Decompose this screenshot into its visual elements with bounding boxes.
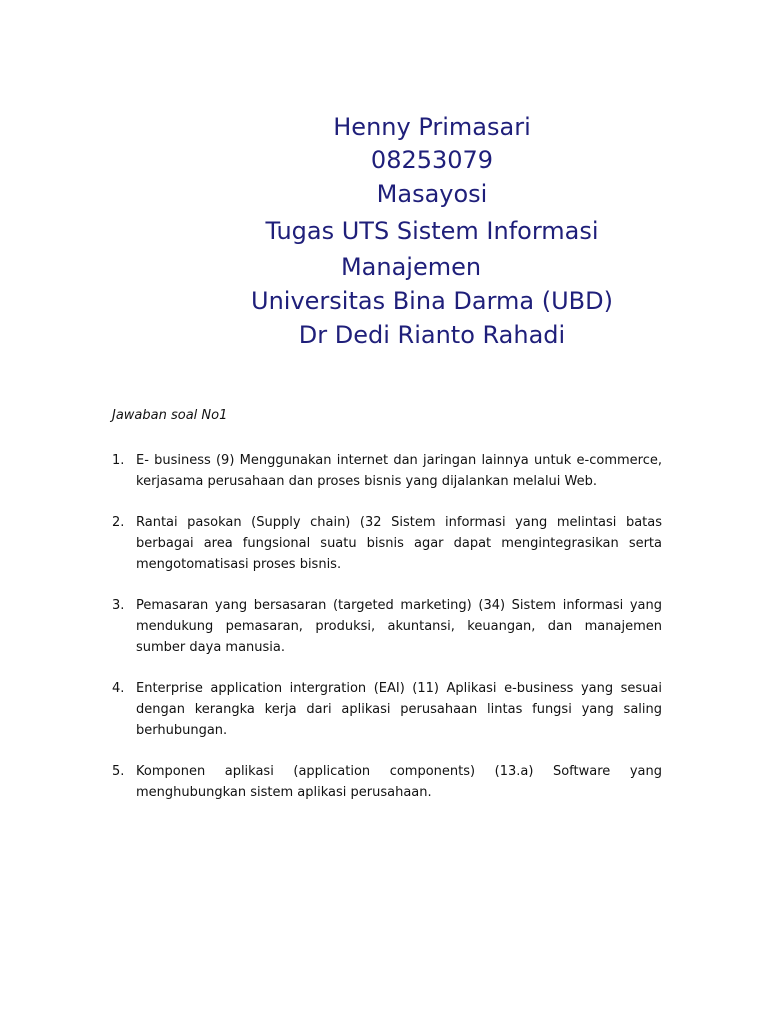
item-text: Enterprise application intergration (EAI) (11) Aplikasi e-business yang sesuai dengan kerangka kerja dari aplikasi perusahaan lintas fungsi yang saling berhubungan. <box>136 681 662 738</box>
list-item <box>112 761 662 803</box>
item-number: 5. <box>112 764 125 779</box>
item-text: Rantai pasokan (Supply chain) (32 Sistem informasi yang melintasi batas berbagai area fungsional suatu bisnis agar dapat mengintegrasikan serta mengotomatisasi proses bisnis. <box>136 515 662 572</box>
student-id: 08253079 <box>370 146 494 174</box>
section-heading: Jawaban soal No1 <box>112 408 228 423</box>
list-item <box>112 678 662 741</box>
lecturer-name: Dr Dedi Rianto Rahadi <box>298 321 566 349</box>
assignment-title-cont: Manajemen <box>340 253 482 281</box>
item-text: Pemasaran yang bersasaran (targeted marketing) (34) Sistem informasi yang mendukung pemasaran, produksi, akuntansi, keuangan, dan manajemen sumber daya manusia. <box>136 598 662 655</box>
item-number: 3. <box>112 598 125 613</box>
class-name: Masayosi <box>376 180 488 208</box>
item-number: 1. <box>112 453 125 468</box>
list-item <box>112 595 662 658</box>
assignment-title: Tugas UTS Sistem Informasi <box>265 217 599 245</box>
author-name: Henny Primasari <box>333 113 531 141</box>
item-number: 4. <box>112 681 125 696</box>
answer-list <box>112 450 662 823</box>
item-number: 2. <box>112 515 125 530</box>
list-item <box>112 512 662 575</box>
item-text: E- business (9) Menggunakan internet dan jaringan lainnya untuk e-commerce, kerjasama perusahaan dan proses bisnis yang dijalankan melalui Web. <box>136 453 662 489</box>
item-text: Komponen aplikasi (application components) (13.a) Software yang menghubungkan sistem aplikasi perusahaan. <box>136 764 662 800</box>
list-item <box>112 450 662 492</box>
university-name: Universitas Bina Darma (UBD) <box>251 287 613 315</box>
